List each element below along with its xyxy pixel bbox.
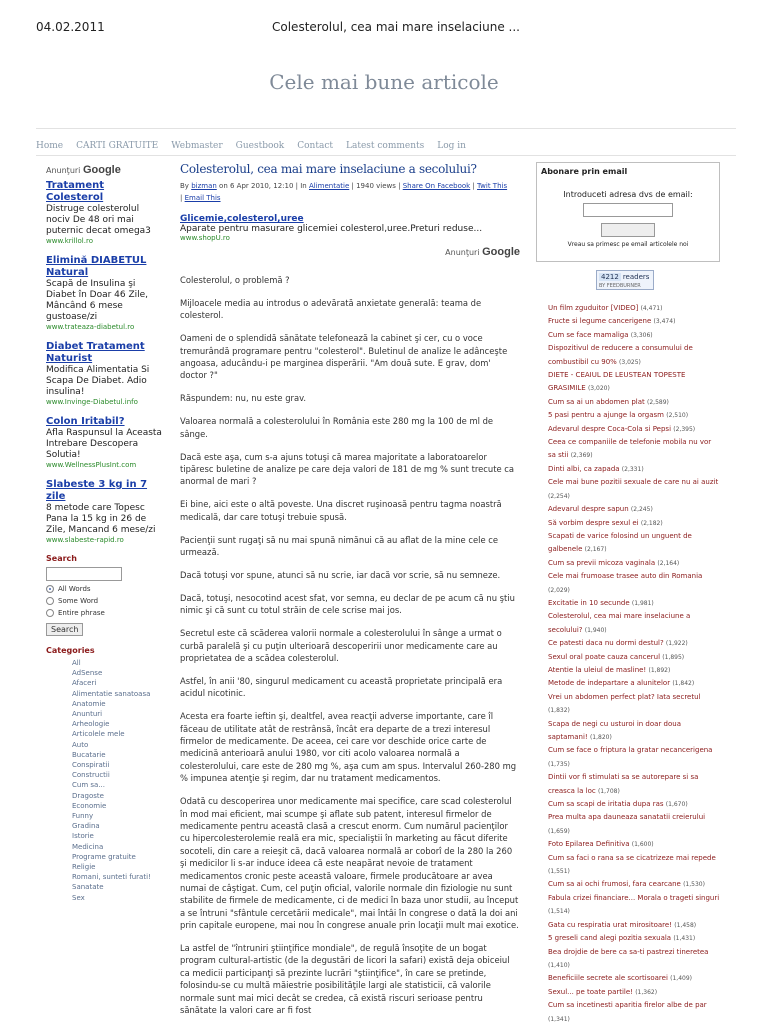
view-count: (2,254): [548, 492, 570, 500]
author-link[interactable]: bizman: [191, 182, 217, 190]
popular-link[interactable]: Sexul... pe toate partile!: [548, 987, 633, 996]
popular-link[interactable]: Bea drojdie de bere ca sa-ti pastrezi tineretea: [548, 947, 709, 956]
subscribe-footer: Vreau sa primesc pe email articolele noi: [567, 241, 689, 248]
left-sidebar: [46, 164, 162, 903]
popular-item[interactable]: [548, 369, 720, 396]
category-item[interactable]: Alimentatie sanatoasa: [72, 689, 151, 698]
left-ad-desc: Afla Raspunsul la Aceasta Intrebare Descopera Solutia!: [46, 428, 162, 460]
view-count: (1,458): [674, 921, 697, 929]
search-option[interactable]: [46, 597, 162, 605]
popular-item[interactable]: [548, 919, 720, 932]
left-ad: [46, 341, 162, 406]
subscribe-title: Abonare prin email: [541, 167, 628, 176]
popular-link[interactable]: Dinti albi, ca zapada: [548, 464, 620, 473]
popular-item[interactable]: [548, 329, 720, 342]
category-list: [46, 658, 162, 903]
popular-item[interactable]: [548, 999, 720, 1024]
view-count: (1,431): [673, 935, 696, 943]
popular-link[interactable]: Fructe si legume cancerigene: [548, 317, 652, 326]
category-item[interactable]: Conspiratii: [72, 761, 110, 770]
popular-link[interactable]: Colesterolul, cea mai mare inselaciune a secolului?: [548, 612, 691, 634]
popular-item[interactable]: [548, 503, 720, 516]
popular-link[interactable]: Excitatie in 10 secunde: [548, 598, 630, 607]
view-count: (2,395): [673, 425, 696, 433]
popular-link[interactable]: Sexul oral poate cauza cancerul: [548, 652, 661, 661]
popular-link[interactable]: Cum sa faci o rana sa se cicatrizeze mai repede: [548, 853, 716, 862]
view-count: (1,600): [631, 841, 654, 849]
view-count: (2,331): [621, 465, 644, 473]
popular-link[interactable]: Ce patesti daca nu dormi destul?: [548, 639, 664, 648]
inline-ad-url[interactable]: www.shopU.ro: [180, 234, 230, 242]
view-count: (1,341): [548, 1015, 570, 1023]
popular-link[interactable]: Cum sa scapi de iritatia dupa ras: [548, 800, 664, 809]
email-link[interactable]: Email This: [184, 194, 221, 202]
category-item[interactable]: AdSense: [72, 669, 103, 678]
inline-ad-desc: Aparate pentru masurare glicemiei colesterol,uree.Preturi reduse...: [180, 224, 483, 234]
popular-item[interactable]: [548, 423, 720, 436]
popular-item[interactable]: [548, 342, 720, 369]
nav-item[interactable]: Log in: [437, 141, 466, 151]
view-count: (1,940): [584, 626, 607, 634]
popular-item[interactable]: [548, 878, 720, 891]
category-item[interactable]: Dragoste: [72, 791, 104, 800]
popular-item[interactable]: [548, 744, 720, 771]
category-item[interactable]: Romani, sunteti furati!: [72, 873, 151, 882]
post-meta: By bizman on 6 Apr 2010, 12:10 | In Alimentatie | 1940 views | Share On Facebook | Twit This | Email This: [180, 182, 508, 202]
popular-item[interactable]: [548, 932, 720, 945]
popular-item[interactable]: [548, 677, 720, 690]
search-option[interactable]: [46, 585, 162, 593]
popular-item[interactable]: [548, 664, 720, 677]
view-count: (1,409): [670, 975, 692, 983]
nav-item[interactable]: Contact: [297, 141, 333, 151]
popular-link[interactable]: Cele mai frumoase trasee auto din Romania: [548, 572, 703, 581]
nav-item[interactable]: Home: [36, 141, 64, 151]
left-ad-desc: Distruge colesterolul nociv De 48 ori mai puternic decat omega3: [46, 204, 151, 236]
popular-link[interactable]: Dintii vor fi stimulati sa se autorepare si sa creasca la loc: [548, 773, 699, 795]
popular-link[interactable]: Adevarul despre sapun: [548, 505, 629, 514]
ads-label: Anunţuri Google: [46, 164, 121, 176]
view-count: (2,589): [647, 398, 669, 406]
popular-link[interactable]: Cum sa previi micoza vaginala: [548, 558, 656, 567]
article-paragraph: Valoarea normală a colesterolului în România este 280 mg la 100 de ml de sânge.: [180, 416, 494, 439]
category-link[interactable]: Alimentatie: [308, 182, 350, 190]
article-paragraph: La astfel de "întruniri ştiinţifice mondiale", de regulă însoţite de un bogat program cultural-artistic (de la degustări de licori la safari) există deja obiceiul ca medicii participanţi să prezinte lucrări "ştiinţifice", în care se pretinde, folosindu-se cu multă măiestrie posibilităţile largi ale statisticii, că valorile normale sunt mai mici decât se credea, că există riscuri serioase pentru sănătate la valori care ar fi fost: [180, 943, 510, 1016]
article-paragraph: Mijloacele media au introdus o adevărată anxietate generală: teama de colesterol.: [180, 297, 482, 321]
left-ad: [46, 479, 162, 544]
article-body: [180, 274, 520, 1017]
popular-link[interactable]: Metode de indepartare a alunitelor: [548, 679, 671, 688]
left-ad: [46, 255, 162, 331]
article-paragraph: Oameni de o splendidă sănătate telefonează la cabinet şi cer, cu o voce tremurândă programare pentru "colesterol". Buletinul de analize le adânceşte angoasa, aducându-i pe marginea disperării. "Am două sute. E grav, dom' doctor ?": [180, 333, 508, 381]
popular-link[interactable]: Beneficiile secrete ale scortisoarei: [548, 974, 668, 983]
categories-label: Categories: [46, 646, 95, 655]
search-label: Search: [46, 554, 77, 563]
subscribe-button[interactable]: [601, 223, 655, 237]
view-count: (3,020): [587, 385, 610, 393]
popular-item[interactable]: [548, 597, 720, 610]
view-count: (1,362): [635, 988, 658, 996]
category-item[interactable]: Funny: [72, 812, 94, 821]
article-paragraph: Răspundem: nu, nu este grav.: [180, 393, 307, 404]
view-count: (1,551): [548, 868, 570, 876]
article-paragraph: Acesta era foarte ieftin şi, dealtfel, avea reacţii adverse importante, care îl făceau de utilitate atât de restrânsă, încât era departe de a trezi interesul firmelor de medicamente. De aceea, cei care vor deschide orice carte de medicină anterioară anului 1980, vor citi acolo valoarea normală a colesterolului, care este de 280 mg %, aşa cum am spus. Intervalul 260-280 mg % impunea atenţie şi regim, dar nu tratament medicamentos.: [180, 711, 517, 784]
view-count: (4,471): [640, 305, 663, 312]
view-count: (1,842): [672, 680, 695, 688]
article-paragraph: Astfel, în anii '80, singurul medicament cu această proprietate principală era acidul nicotinic.: [180, 675, 503, 699]
popular-item[interactable]: [548, 476, 720, 503]
popular-link[interactable]: 5 pasi pentru a ajunge la orgasm: [548, 411, 664, 420]
article: [180, 162, 520, 1024]
popular-item[interactable]: [548, 892, 720, 919]
popular-link[interactable]: Ceea ce companiile de telefonie mobila nu vor sa stii: [548, 438, 712, 460]
popular-item[interactable]: [548, 557, 720, 570]
google-logo: Google: [482, 246, 520, 258]
nav-item[interactable]: Webmaster: [171, 141, 223, 151]
popular-link[interactable]: 5 greseli cand alegi pozitia sexuala: [548, 934, 672, 943]
inline-ad: [180, 214, 520, 242]
popular-link[interactable]: Atentie la uleiul de masline!: [548, 665, 647, 674]
popular-link[interactable]: Scapati de varice folosind un unguent de galbenele: [548, 531, 692, 554]
site-title[interactable]: Cele mai bune articole: [269, 70, 499, 94]
popular-item[interactable]: [548, 436, 720, 463]
popular-link[interactable]: DIETE - CEAIUL DE LEUSTEAN TOPESTE GRASIMILE: [548, 371, 686, 393]
left-ad-url[interactable]: www.Invinge-Diabetul.info: [46, 398, 138, 406]
main-nav: [36, 128, 736, 156]
popular-item[interactable]: [548, 852, 720, 879]
search-input[interactable]: [46, 567, 122, 581]
article-paragraph: Pacienţii sunt rugaţi să nu mai spună nimănui că au aflat de la mine cele ce urmează.: [180, 534, 499, 557]
view-count: (2,029): [548, 586, 570, 594]
view-count: (1,892): [648, 666, 671, 674]
email-subscribe: [536, 162, 720, 262]
right-sidebar: [536, 162, 720, 1024]
left-ad: [46, 180, 162, 245]
nav-item[interactable]: Latest comments: [346, 141, 425, 151]
left-ad-desc: 8 metode care Topesc Pana la 15 kg in 26 de Zile, Mancand 6 mese/zi: [46, 503, 156, 535]
view-count: (1,410): [548, 961, 570, 969]
google-logo: Google: [82, 164, 121, 176]
article-paragraph: Dacă este aşa, cum s-a ajuns totuşi că marea majoritate a laboratoarelor tipăresc buletine de analize pe care deja valori de 181 de mg % sunt trecute ca anormal de mari ?: [180, 451, 515, 487]
share-facebook-link[interactable]: Share On Facebook: [402, 182, 471, 190]
subscribe-prompt: Introduceti adresa dvs de email:: [563, 190, 693, 199]
category-item[interactable]: Anatomie: [72, 699, 106, 708]
view-count: (1,895): [662, 653, 685, 661]
print-date: 04.02.2011: [36, 20, 105, 34]
popular-item[interactable]: [548, 651, 720, 664]
popular-link[interactable]: Cum se face o friptura la gratar necancerigena: [548, 746, 713, 755]
popular-item[interactable]: [548, 798, 720, 811]
view-count: (3,025): [619, 358, 641, 366]
radio-label: Some Word: [58, 597, 99, 605]
view-count: (2,510): [666, 412, 689, 420]
popular-item[interactable]: [548, 517, 720, 530]
view-count: (1,820): [589, 734, 612, 741]
view-count: (1,659): [548, 827, 570, 835]
popular-link[interactable]: Scapa de negi cu usturoi in doar doua saptamani!: [548, 719, 681, 741]
popular-link[interactable]: Cele mai bune pozitii sexuale de care nu ai auzit: [548, 478, 719, 487]
print-doc-title: Colesterolul, cea mai mare inselaciune ...: [272, 20, 520, 34]
post-title[interactable]: Colesterolul, cea mai mare inselaciune a secolului?: [180, 162, 477, 176]
article-paragraph: Secretul este că scăderea valorii normale a colesterolului în sânge a urmat o curbă paralelă şi cu puţin ulterioară descoperirii unor medicamente care au proprietatea de a scădea colesterolul.: [180, 628, 502, 663]
category-item[interactable]: Gradina: [72, 822, 100, 831]
popular-link[interactable]: Cum sa ai ochi frumosi, fara cearcane: [548, 880, 681, 889]
view-count: (1,670): [665, 801, 688, 809]
view-count: (1,530): [683, 881, 705, 889]
left-ad-desc: Scapă de Insulina şi Diabet în Doar 46 Zile, Mâncând 6 mese gustoase/zi: [46, 279, 149, 322]
category-item[interactable]: Istorie: [72, 832, 94, 841]
left-ad-title[interactable]: Tratament Colesterol: [46, 180, 105, 203]
view-count: (1,514): [548, 908, 570, 916]
category-item[interactable]: Arheologie: [72, 720, 110, 729]
view-count: (3,474): [653, 318, 676, 326]
popular-item[interactable]: [548, 986, 720, 999]
left-ad-url[interactable]: www.krillol.ro: [46, 237, 93, 245]
popular-item[interactable]: [548, 771, 720, 798]
category-item[interactable]: Economie: [72, 801, 107, 810]
article-paragraph: Colesterolul, o problemă ?: [180, 275, 290, 285]
radio-icon[interactable]: [46, 597, 54, 605]
radio-label: Entire phrase: [58, 609, 105, 617]
popular-item[interactable]: [548, 570, 720, 597]
popular-link[interactable]: Cum sa ai un abdomen plat: [548, 397, 645, 406]
view-count: (3,306): [630, 331, 653, 339]
popular-item[interactable]: [548, 637, 720, 650]
category-item[interactable]: Anunturi: [72, 710, 103, 719]
view-count: (2,167): [584, 546, 607, 554]
popular-link[interactable]: Gata cu respiratia urat mirositoare!: [548, 920, 673, 929]
category-item[interactable]: Constructii: [72, 771, 110, 780]
category-item[interactable]: Bucatarie: [72, 750, 106, 759]
category-item[interactable]: Auto: [72, 740, 89, 749]
popular-item[interactable]: [548, 315, 720, 328]
popular-link[interactable]: Foto Epilarea Definitiva: [548, 840, 630, 849]
nav-item[interactable]: Guestbook: [235, 141, 285, 151]
categories: [46, 646, 162, 903]
popular-item[interactable]: [548, 396, 720, 409]
left-ads: [46, 180, 162, 544]
popular-item[interactable]: [548, 691, 720, 718]
popular-item[interactable]: [548, 409, 720, 422]
category-item[interactable]: Programe gratuite: [72, 852, 136, 861]
pdf-header: [0, 16, 768, 36]
category-item[interactable]: Afaceri: [72, 679, 97, 688]
view-count: (2,182): [640, 519, 663, 527]
popular-link[interactable]: Prea multa apa dauneaza sanatatii creierului: [548, 813, 706, 822]
nav-item[interactable]: CARTI GRATUITE: [76, 141, 159, 151]
popular-link[interactable]: Să vorbim despre sexul ei: [548, 518, 639, 527]
popular-item[interactable]: [548, 463, 720, 476]
popular-item[interactable]: [548, 718, 720, 745]
left-ad-title[interactable]: Elimină DIABETUL Natural: [46, 255, 147, 278]
radio-label: All Words: [58, 585, 91, 593]
category-item[interactable]: Sanatate: [72, 883, 104, 892]
popular-item[interactable]: [548, 610, 720, 637]
category-item[interactable]: Articolele mele: [72, 730, 125, 739]
view-count: (1,735): [548, 760, 570, 768]
category-item[interactable]: Religie: [72, 863, 96, 872]
left-ad-title[interactable]: Diabet Tratament Naturist: [46, 341, 145, 364]
radio-icon[interactable]: [46, 609, 54, 617]
category-item[interactable]: Cum sa...: [72, 781, 105, 790]
popular-item[interactable]: [548, 302, 720, 315]
left-ad-url[interactable]: www.trateaza-diabetul.ro: [46, 323, 135, 331]
category-item[interactable]: All: [72, 659, 81, 667]
popular-item[interactable]: [548, 972, 720, 985]
feed-count: 4212: [601, 273, 619, 281]
view-count: (1,981): [631, 599, 654, 607]
inline-ad-title[interactable]: Glicemie,colesterol,uree: [180, 214, 304, 224]
view-count: (2,369): [570, 452, 593, 460]
view-count: (1,832): [548, 707, 570, 715]
popular-link[interactable]: Fabula crizei financiare... Morala o trageti singuri: [548, 893, 720, 902]
popular-articles: [536, 302, 720, 1024]
popular-link[interactable]: Cum sa incetinesti aparitia firelor albe de par: [548, 1001, 707, 1010]
left-ad-title[interactable]: Colon Iritabil?: [46, 416, 125, 427]
popular-link[interactable]: Adevarul despre Coca-Cola si Pepsi: [548, 424, 672, 433]
left-ad-url[interactable]: www.WellnessPlusInt.com: [46, 461, 137, 469]
popular-link[interactable]: Vrei un abdomen perfect plat? Iata secretul: [548, 692, 701, 701]
popular-item[interactable]: [548, 530, 720, 557]
search-option[interactable]: [46, 609, 162, 617]
left-ad-title[interactable]: Slabeste 3 kg in 7 zile: [46, 479, 148, 502]
search-button[interactable]: Search: [46, 623, 83, 636]
left-ad-url[interactable]: www.slabeste-rapid.ro: [46, 536, 124, 544]
popular-item[interactable]: [548, 946, 720, 973]
view-count: (1,708): [597, 787, 620, 795]
radio-icon[interactable]: [46, 585, 54, 593]
email-input[interactable]: [583, 203, 673, 217]
popular-link[interactable]: Dispozitivul de reducere a consumului de combustibil cu 90%: [548, 344, 693, 366]
view-count: (2,164): [657, 559, 680, 567]
article-paragraph: Dacă totuşi vor spune, atunci să nu scrie, iar dacă vor scrie, să nu semneze.: [180, 569, 501, 580]
left-ad-desc: Modifica Alimentatia Si Scapa De Diabet. Adio insulina!: [46, 365, 150, 397]
left-ad: [46, 416, 162, 469]
popular-item[interactable]: [548, 838, 720, 851]
category-item[interactable]: Medicina: [72, 842, 104, 851]
twit-link[interactable]: Twit This: [477, 182, 508, 190]
popular-link[interactable]: Un film zguduitor [VIDEO]: [548, 304, 639, 312]
view-count: (2,245): [630, 506, 653, 514]
ads-label: Anunţuri Google: [445, 246, 520, 258]
popular-link[interactable]: Cum se face mamaliga: [548, 330, 629, 339]
popular-item[interactable]: [548, 811, 720, 838]
search-options: [46, 585, 162, 617]
feedburner-badge[interactable]: 4212 readers BY FEEDBURNER: [596, 270, 654, 290]
article-paragraph: Ei bine, aici este o altă poveste. Una discret ruşinoasă pentru tagma noastră medicală, dar care totuşi trebuie spusă.: [180, 499, 502, 522]
view-count: (1,922): [665, 640, 688, 648]
article-paragraph: Dacă, totuşi, nesocotind acest sfat, vor semna, eu declar de pe acum că nu ştiu nimic şi că sunt cu totul străin de cele scrise mai jos.: [180, 592, 515, 616]
article-paragraph: Odată cu descoperirea unor medicamente mai specifice, care scad colesterolul în mod mai eficient, mai scumpe şi aflate sub patent, interesul firmelor de medicamente pentru această clasă a crescut enorm. Cum numărul pacienţilor cu hipercolesterolemie reală era mic, specialiştii în marketing au făcut diferite socoteli, din care a reieşit că, dacă valoarea normală ar coborî de la 280 la 260 şi medicilor li s-ar induce ideea că este neapărat nevoie de tratament medicamentos cronic peste această valoare, firmele producătoare ar avea numai de câştigat. Cum, cel puţin oficial, valorile normale din fiziologie nu sunt stabilite de firmele de medicamente, ci de medici în baza unor studii, au început a se întruni "sfântule cercetării medicale", mai întâi în congrese o dată la doi ani prin capitale europene, mai nou în congrese anuale prin locaţii mult mai exotice.: [180, 796, 519, 931]
category-item[interactable]: Sex: [72, 893, 85, 902]
